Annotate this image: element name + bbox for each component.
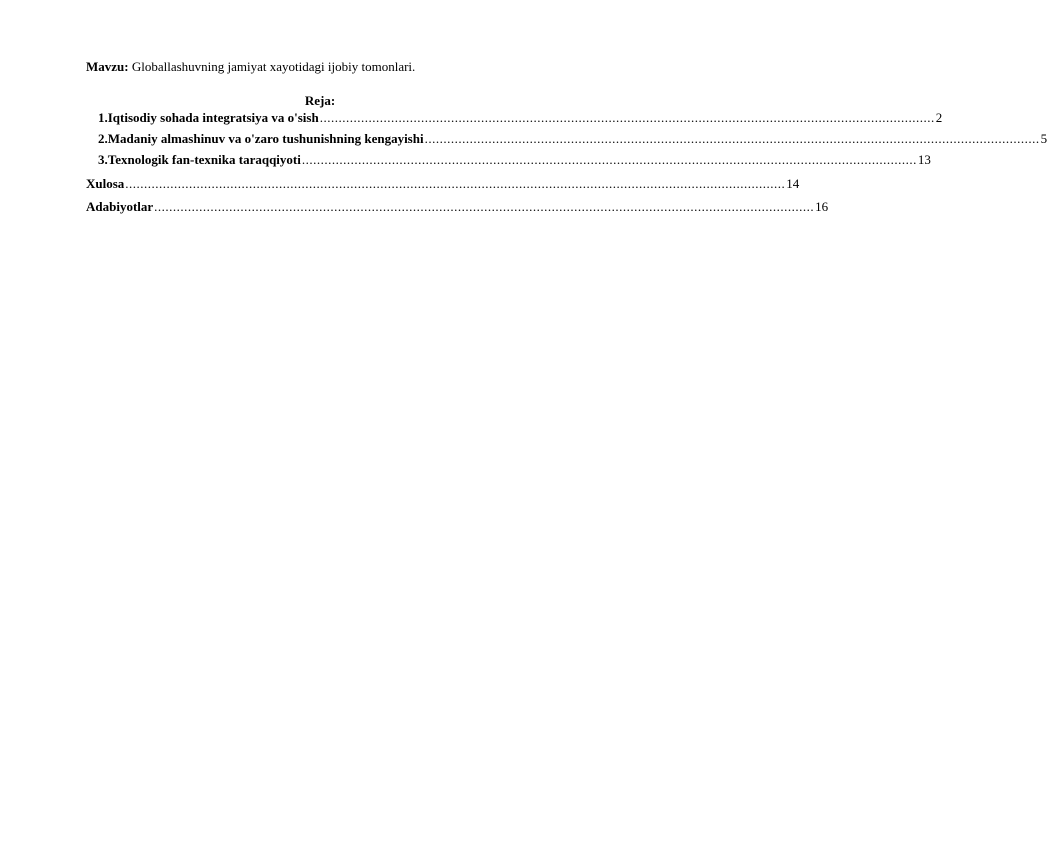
toc-item-number: 1. <box>98 110 108 125</box>
toc-item-page: 16 <box>815 199 829 214</box>
toc-dot-leader: .................................................................................................................................................................... <box>319 110 935 125</box>
topic-line <box>86 59 415 75</box>
toc-item-references[interactable] <box>86 199 829 217</box>
plan-title: Reja: <box>304 93 336 108</box>
toc-item-3[interactable] <box>98 152 931 170</box>
toc-item-page: 14 <box>786 176 800 191</box>
toc-item-number: 3. <box>98 152 108 167</box>
toc-item-title: Texnologik fan-texnika taraqqiyoti <box>107 152 301 167</box>
toc-item-page: 5 <box>1040 131 1047 146</box>
toc-item-number: 2. <box>98 131 108 146</box>
toc-dot-leader: .................................................................................................................................................................... <box>301 152 917 167</box>
topic-text: Globallashuvning jamiyat xayotidagi ijobiy tomonlari. <box>131 59 416 74</box>
toc-item-page: 2 <box>935 110 943 125</box>
toc-item-title: Madaniy almashinuv va o'zaro tushunishning kengayishi <box>107 131 424 146</box>
toc-dot-leader: .................................................................................................................................................................... <box>424 131 1040 146</box>
toc-item-2[interactable] <box>98 131 1047 149</box>
toc-item-title: Adabiyotlar <box>86 199 154 214</box>
toc-item-page: 13 <box>917 152 931 167</box>
toc-dot-leader: ................................................................................................................................................................................ <box>125 176 786 191</box>
toc-item-conclusion[interactable] <box>86 176 800 194</box>
toc-item-title: Iqtisodiy sohada integratsiya va o'sish <box>107 110 319 125</box>
toc-item-title: Xulosa <box>86 176 125 191</box>
toc-dot-leader: ................................................................................................................................................................................ <box>154 199 815 214</box>
topic-label: Mavzu: <box>86 59 129 74</box>
toc-item-1[interactable] <box>98 110 943 128</box>
